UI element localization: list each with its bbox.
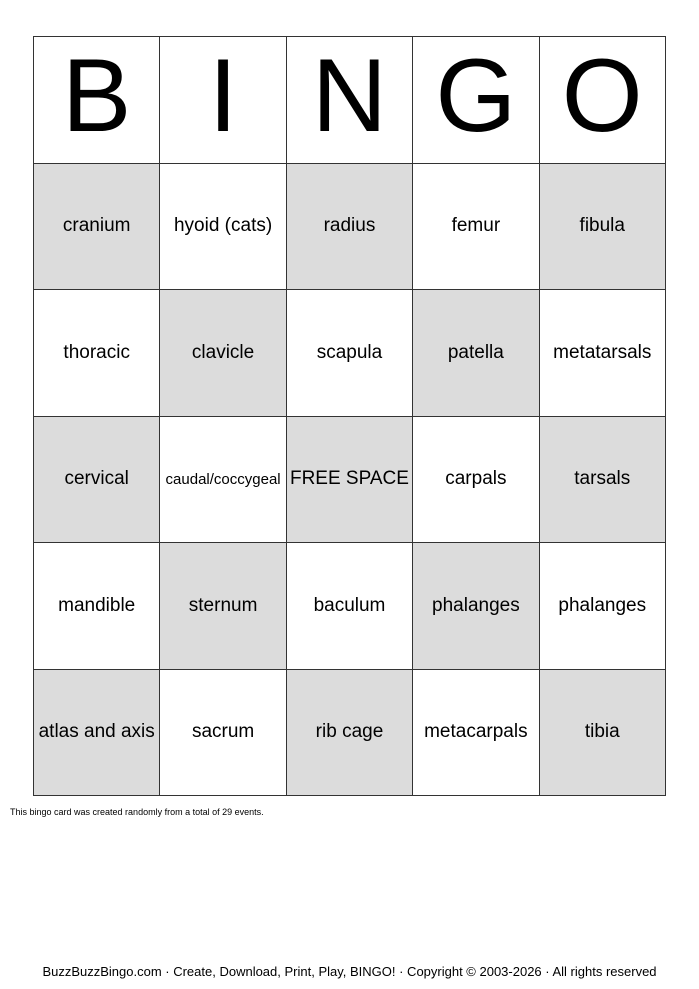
bingo-square: sternum (160, 543, 286, 670)
bingo-square: cervical (34, 417, 160, 544)
bingo-square: hyoid (cats) (160, 164, 286, 291)
bingo-square: phalanges (413, 543, 539, 670)
bingo-square: sacrum (160, 670, 286, 797)
bingo-square: scapula (287, 290, 413, 417)
bingo-square: carpals (413, 417, 539, 544)
bingo-square: clavicle (160, 290, 286, 417)
bingo-square: caudal/coccygeal (160, 417, 286, 544)
bingo-square: rib cage (287, 670, 413, 797)
bingo-square: phalanges (540, 543, 666, 670)
bingo-square: metatarsals (540, 290, 666, 417)
bingo-square: femur (413, 164, 539, 291)
page-footer: BuzzBuzzBingo.com · Create, Download, Print, Play, BINGO! · Copyright © 2003-2026 · All rights reserved (42, 964, 657, 979)
bingo-square: tibia (540, 670, 666, 797)
header-letter-b: B (34, 37, 160, 164)
bingo-card (33, 36, 666, 796)
bingo-square: radius (287, 164, 413, 291)
bingo-square: tarsals (540, 417, 666, 544)
bingo-square: thoracic (34, 290, 160, 417)
bingo-square: mandible (34, 543, 160, 670)
header-letter-g: G (413, 37, 539, 164)
bingo-square: fibula (540, 164, 666, 291)
header-letter-o: O (540, 37, 666, 164)
bingo-square: baculum (287, 543, 413, 670)
bingo-square: cranium (34, 164, 160, 291)
header-letter-i: I (160, 37, 286, 164)
bingo-square: metacarpals (413, 670, 539, 797)
bingo-square: atlas and axis (34, 670, 160, 797)
bingo-square: patella (413, 290, 539, 417)
card-note: This bingo card was created randomly from a total of 29 events. (10, 807, 264, 817)
header-letter-n: N (287, 37, 413, 164)
free-space-square: FREE SPACE (287, 417, 413, 544)
